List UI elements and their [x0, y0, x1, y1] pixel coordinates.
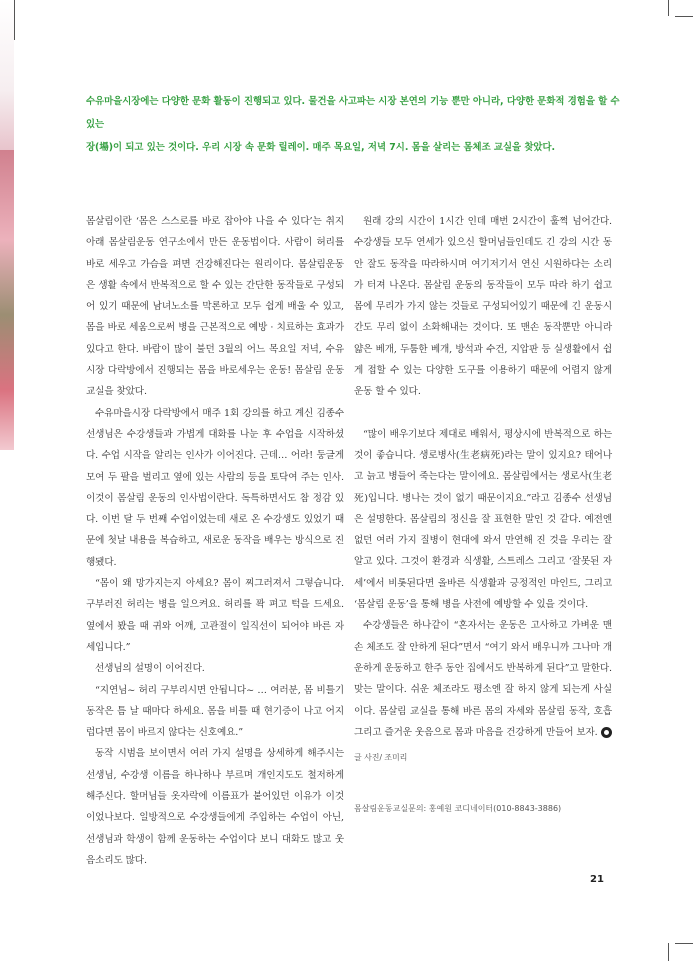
intro-lead [86, 90, 626, 159]
contact-info: 몸살림운동교실문의: 홍예원 코디네이터(010-8843-3886) [354, 804, 562, 813]
paragraph: “많이 배우기보다 제대로 배워서, 평상시에 반복적으로 하는 것이 좋습니다. 생로병사(生老病死)라는 말이 있지요? 태어나고 늙고 병들어 죽는다는 말이에요. 몸살림에서는 생로사(生老死)입니다. 병나는 것이 없기 때문이지요.”라고 김종수 선생님은 설명한다. 몸살림의 정신을 잘 표현한 말인 것 같다. 예전엔 없던 여러 가지 질병이 현대에 와서 만연해 진 것을 우리는 잘 알고 있다. 그것이 환경과 식생활, 스트레스 그리고 ‘잘못된 자세’에서 비롯된다면 올바른 식생활과 긍정적인 마인드, 그리고 ‘몸살림 운동’을 통해 병을 사전에 예방할 수 있을 것이다. [354, 428, 612, 611]
crop-mark-top-left-v [14, 0, 15, 40]
paragraph: “몸이 왜 망가지는지 아세요? 몸이 찌그러져서 그렇습니다. 구부러진 허리는 병을 일으켜요. 허리를 꽉 펴고 턱을 드세요. 옆에서 봤을 때 귀와 어깨, 고관절이 일직선이 되어야 바른 자세입니다.” [86, 578, 344, 653]
crop-mark-top-right-v [668, 0, 669, 16]
paragraph: 원래 강의 시간이 1시간 인데 매번 2시간이 훌쩍 넘어간다. 수강생들 모두 연세가 있으신 할머님들인데도 긴 강의 시간 동안 잘도 동작을 따라하시며 여기저기서 연신 시원하다는 소리가 터져 나온다. 몸살림 운동의 동작들이 모두 따라 하기 쉽고 몸에 무리가 가지 않는 것들로 구성되어있기 때문에 긴 운동시간도 무리 없이 소화해내는 것이다. 또 맨손 동작뿐만 아니라 얇은 베개, 두툼한 베개, 방석과 수건, 지압판 등 실생활에서 쉽게 접할 수 있는 다양한 도구를 이용하기 때문에 어렵지 않게 운동 할 수 있다. [354, 216, 612, 398]
page-number: 21 [590, 874, 604, 885]
crop-mark-bottom-right-h [675, 943, 693, 944]
paragraph: 수유마을시장 다락방에서 매주 1회 강의를 하고 계신 김종수 선생님은 수강생들과 가볍게 대화를 나눈 후 수업을 시작하셨다. 수업 시작을 알리는 인사가 이어진다. 근데… 어라! 둥글게 모여 두 팔을 벌리고 옆에 있는 사람의 등을 토닥여 주는 인사. 이것이 몸살림 운동의 인사법이란다. 독특하면서도 참 정감 있다. 이번 달 두 번째 수업이었는데 새로 온 수강생도 있었기 때문에 첫날 내용을 복습하고, 새로운 동작을 배우는 방식으로 진행됐다. [86, 407, 344, 568]
paragraph: “지연님~ 허리 구부리시면 안됩니다~ … 여러분, 몸 비틀기 동작은 틈 날 때마다 하세요. 몸을 비틀 때 현기증이 나고 어지럽다면 몸이 바르지 않다는 신호예요.” [86, 684, 344, 739]
intro-line-2: 장(場)이 되고 있는 것이다. 우리 시장 속 문화 릴레이. 매주 목요일, 저녁 7시. 몸을 살리는 몸체조 교실을 찾았다. [86, 142, 556, 153]
paragraph-text: 수강생들은 하나같이 “혼자서는 운동은 고사하고 가벼운 맨손 체조도 잘 안하게 된다”면서 “여기 와서 배우니까 그나마 개운하게 운동하고 한주 동안 집에서도 반복하게 된다”고 말한다. 맞는 말이다. 쉬운 체조라도 평소엔 잘 하지 않게 되는게 사실이다. 몸살림 교실을 통해 바른 몸의 자세와 몸살림 동작, 호흡 그리고 즐거운 웃음으로 몸과 마음을 건강하게 만들어 보자. [354, 620, 612, 738]
paragraph: 몸살림이란 ‘몸은 스스로를 바로 잡아야 나을 수 있다’는 취지 아래 몸살림운동 연구소에서 만든 운동법이다. 사람이 허리를 바로 세우고 가슴을 펴면 건강해진다는 원리이다. 몸살림운동은 생활 속에서 반복적으로 할 수 있는 간단한 동작들로 구성되어 있기 때문에 남녀노소를 막론하고 모두 쉽게 배울 수 있고, 몸을 바로 세움으로써 병을 근본적으로 예방 · 치료하는 효과가 있다고 한다. 바람이 많이 불던 3월의 어느 목요일 저녁, 수유시장 다락방에서 진행되는 몸을 바로세우는 운동! 몸살림 운동 교실을 찾았다. [86, 216, 344, 398]
paragraph: 선생님의 설명이 이어진다. [95, 663, 205, 675]
photo-edge [0, 150, 14, 450]
article-column-right [354, 211, 612, 768]
paragraph [354, 615, 612, 743]
crop-mark-bottom-right-v [668, 943, 669, 961]
crop-mark-top-right-h [675, 16, 693, 17]
photo-edge-top [0, 0, 14, 150]
byline: 글 사진/ 조미리 [354, 753, 408, 763]
intro-line-1: 수유마을시장에는 다양한 문화 활동이 진행되고 있다. 물건을 사고파는 시장 본연의 기능 뿐만 아니라, 다양한 문화적 경험을 할 수 있는 [86, 96, 620, 130]
paragraph: 동작 시범을 보이면서 여러 가지 설명을 상세하게 해주시는 선생님, 수강생 이름을 하나하나 부르며 개인지도도 철저하게 해주신다. 할머님들 옷자락에 이름표가 붙어있던 이유가 이것이었나보다. 일방적으로 수강생들에게 주입하는 수업이 아닌, 선생님과 학생이 함께 운동하는 수업이다 보니 대화도 많고 웃음소리도 많다. [86, 748, 344, 866]
end-of-article-icon [601, 727, 612, 738]
article-column-left [86, 211, 344, 871]
